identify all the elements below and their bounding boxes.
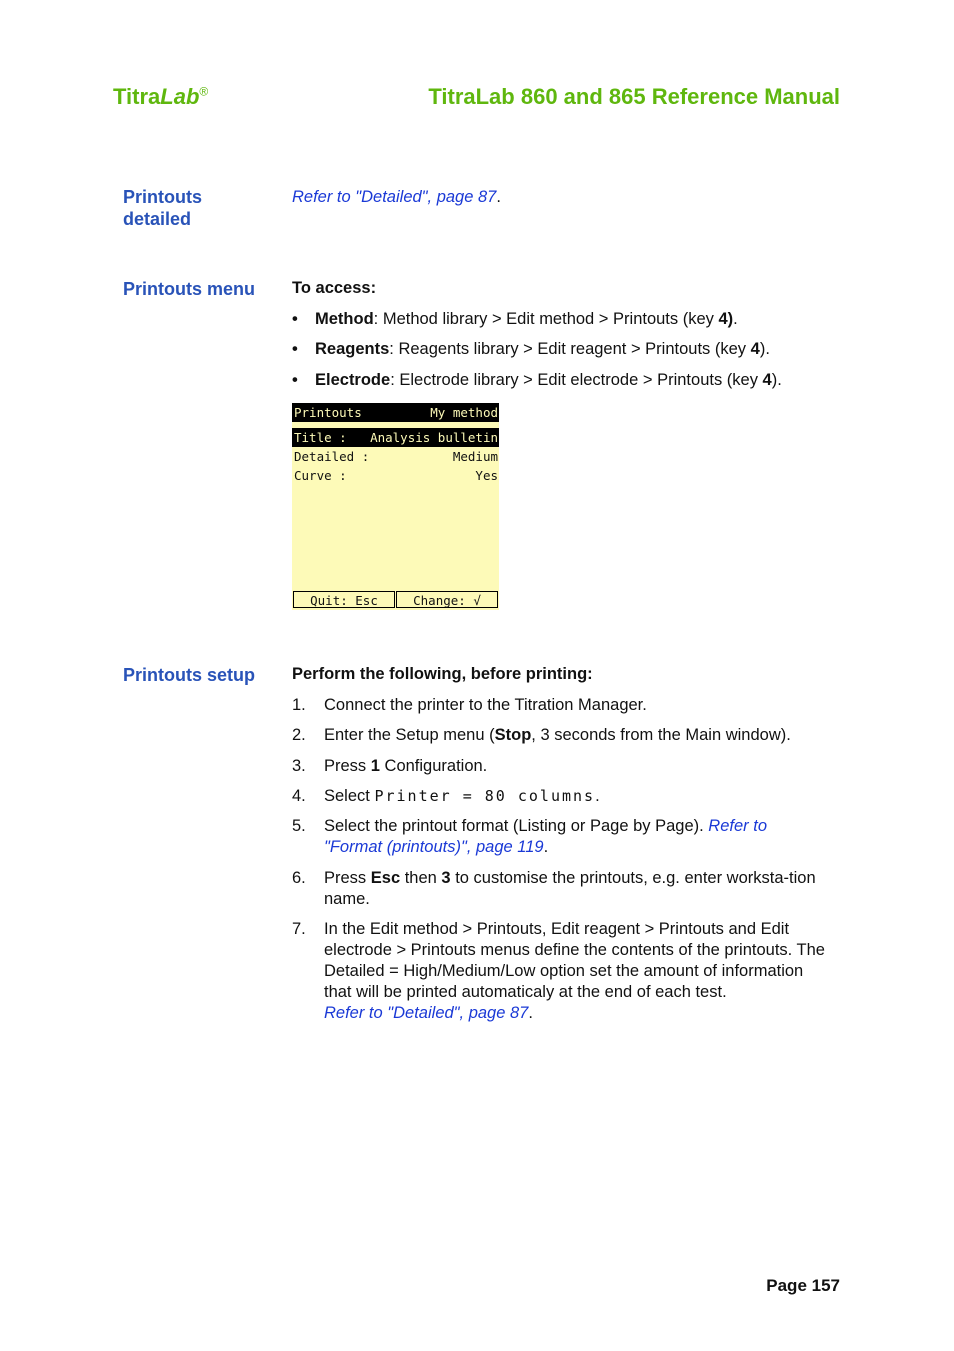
brand-logo xyxy=(113,84,208,110)
detailed-period: . xyxy=(496,188,501,206)
list-item xyxy=(292,816,832,858)
step-text: Enter the Setup menu ( xyxy=(324,726,495,744)
lcd-row-value: Yes xyxy=(475,468,498,483)
list-item xyxy=(292,370,782,391)
step-text: to customise the printouts, e.g. enter worksta-tion name. xyxy=(324,869,816,908)
step-text: Select xyxy=(324,787,375,805)
registered-mark: ® xyxy=(199,84,209,99)
bullet-icon: • xyxy=(292,371,298,389)
step-number: 5. xyxy=(292,817,306,835)
list-item xyxy=(292,919,832,1024)
step-number: 3. xyxy=(292,757,306,775)
list-item xyxy=(292,339,770,360)
bullet-key: 4) xyxy=(718,310,734,328)
lcd-quit-button[interactable]: Quit: Esc xyxy=(293,591,395,608)
to-access-label: To access: xyxy=(292,279,377,297)
list-item xyxy=(292,786,832,807)
lcd-row-value: Medium xyxy=(452,449,498,464)
section-title-printouts-menu: Printouts menu xyxy=(123,279,256,299)
lcd-row-label: Detailed : xyxy=(294,449,370,464)
step-bold: Esc xyxy=(370,869,401,887)
step-number: 1. xyxy=(292,696,306,714)
bullet-key: 4 xyxy=(750,340,760,358)
section-title-line2: detailed xyxy=(123,209,192,229)
list-item xyxy=(292,868,832,910)
list-item xyxy=(292,725,832,746)
step-text: . xyxy=(543,838,549,856)
list-item xyxy=(292,756,832,777)
detailed-reference xyxy=(292,187,501,208)
bullet-text: : Electrode library > Edit electrode > Printouts (key xyxy=(390,371,763,389)
step-text: . xyxy=(595,787,600,805)
section-title-printouts-detailed xyxy=(123,186,202,230)
list-item xyxy=(292,695,832,716)
brand-titra: Titra xyxy=(113,84,161,109)
step-number: 7. xyxy=(292,920,306,938)
lcd-header xyxy=(292,403,499,422)
step-text: . xyxy=(528,1004,533,1022)
step-text: In the Edit method > Printouts, Edit reagent > Printouts and Edit electrode > Printouts menus define the contents of the printouts. The Detailed = High/Medium/Low option set the amount of information that will be printed automaticaly at the end of each test. xyxy=(324,920,825,1001)
bullet-bold: Reagents xyxy=(315,340,390,358)
section-title-line1: Printouts xyxy=(123,187,202,207)
brand-lab: Lab xyxy=(160,84,200,109)
section-title-printouts-setup: Printouts setup xyxy=(123,665,256,685)
detailed-link[interactable]: Refer to "Detailed", page 87 xyxy=(324,1004,529,1022)
bullet-text: : Method library > Edit method > Printouts (key xyxy=(373,310,719,328)
bullet-key: 4 xyxy=(762,371,772,389)
lcd-row-curve[interactable] xyxy=(292,466,499,485)
bullet-bold: Electrode xyxy=(315,371,391,389)
step-text: Press xyxy=(324,869,371,887)
lcd-row-detailed[interactable] xyxy=(292,447,499,466)
detailed-link[interactable]: Refer to "Detailed", page 87 xyxy=(292,188,497,206)
step-text: Press xyxy=(324,757,371,775)
step-text: Select the printout format (Listing or Page by Page). xyxy=(324,817,709,835)
page-number: Page 157 xyxy=(766,1276,840,1295)
step-text: , 3 seconds from the Main window). xyxy=(531,726,791,744)
bullet-end: ). xyxy=(771,371,782,389)
lcd-row-label: Title : xyxy=(294,430,347,445)
step-bold: Stop xyxy=(494,726,532,744)
step-bold: 3 xyxy=(441,869,451,887)
lcd-header-left: Printouts xyxy=(294,405,362,420)
lcd-row-value: Analysis bulletin xyxy=(370,430,498,445)
lcd-row-label: Curve : xyxy=(294,468,347,483)
bullet-icon: • xyxy=(292,310,298,328)
step-number: 6. xyxy=(292,869,306,887)
step-code: Printer = 80 columns xyxy=(374,787,596,805)
step-number: 4. xyxy=(292,787,306,805)
lcd-change-button[interactable]: Change: √ xyxy=(396,591,498,608)
lcd-header-right: My method xyxy=(430,405,498,420)
bullet-icon: • xyxy=(292,340,298,358)
step-text: Configuration. xyxy=(379,757,488,775)
step-number: 2. xyxy=(292,726,306,744)
bullet-bold: Method xyxy=(315,310,374,328)
bullet-text: : Reagents library > Edit reagent > Printouts (key xyxy=(389,340,751,358)
step-text: then xyxy=(400,869,442,887)
format-link[interactable]: Refer to "Format (printouts)", page 119 xyxy=(324,817,767,856)
manual-title: TitraLab 860 and 865 Reference Manual xyxy=(428,84,840,109)
step-bold: 1 xyxy=(370,757,380,775)
bullet-end: . xyxy=(733,310,738,328)
setup-intro: Perform the following, before printing: xyxy=(292,665,593,683)
lcd-row-title[interactable] xyxy=(292,428,499,447)
step-text: Connect the printer to the Titration Manager. xyxy=(324,696,647,714)
list-item xyxy=(292,309,738,330)
lcd-screen xyxy=(292,403,499,610)
bullet-end: ). xyxy=(759,340,770,358)
